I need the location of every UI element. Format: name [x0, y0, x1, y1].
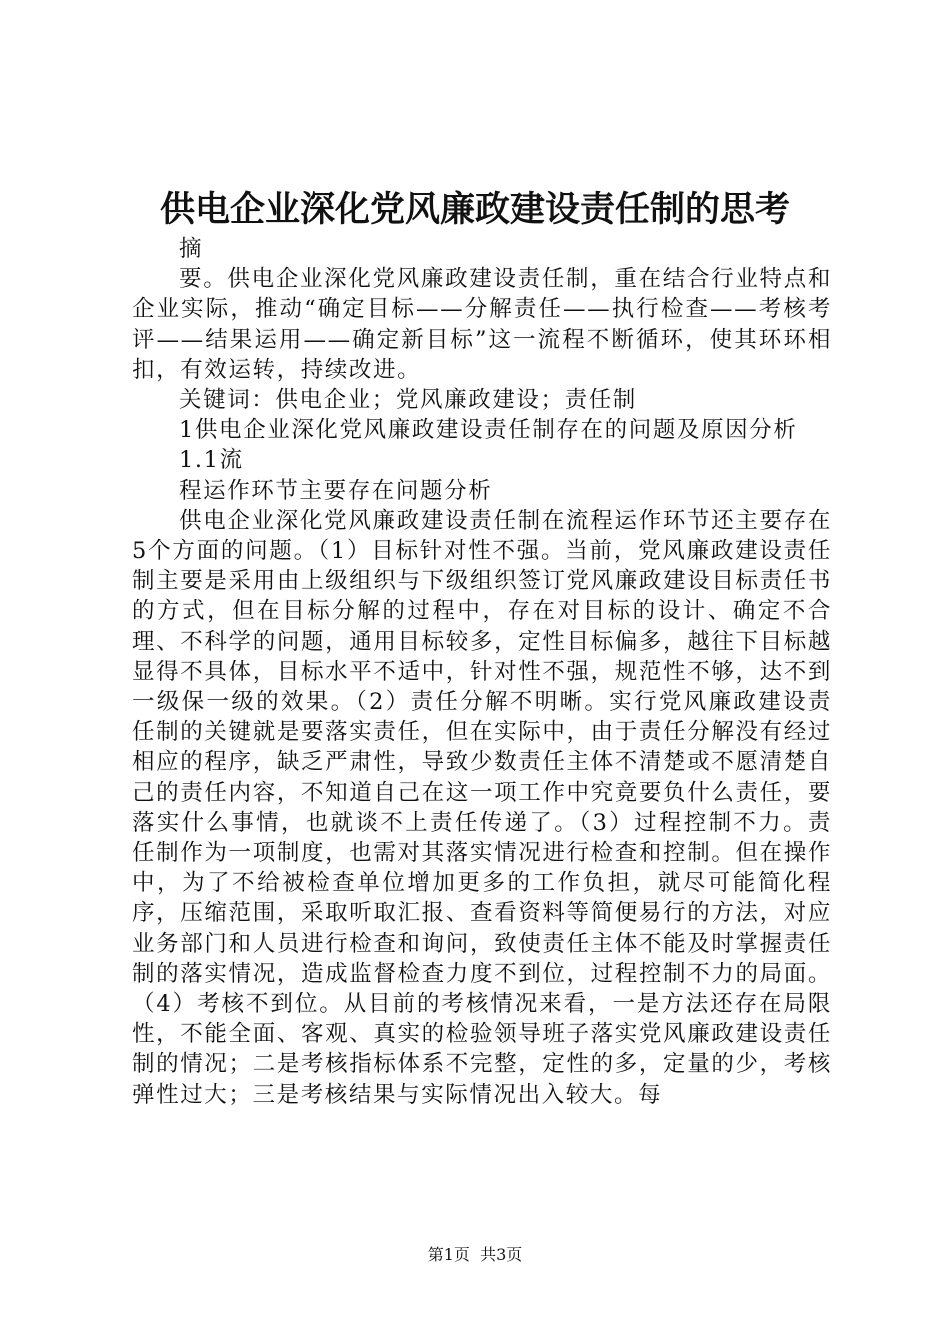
abstract-paragraph: 要。供电企业深化党风廉政建设责任制，重在结合行业特点和企业实际，推动“确定目标——分解责任——执行检查——考核考评——结果运用——确定新目标”这一流程不断循环，使其环环相扣，有效运转，持续改进。 — [132, 266, 832, 383]
page-footer — [0, 1244, 950, 1266]
section-heading: 1供电企业深化党风廉政建设责任制存在的问题及原因分析 — [179, 417, 798, 444]
keywords-paragraph: 关键词：供电企业；党风廉政建设；责任制 — [179, 387, 637, 414]
document-title: 供电企业深化党风廉政建设责任制的思考 — [159, 189, 790, 230]
body-paragraph: 供电企业深化党风廉政建设责任制在流程运作环节还主要存在5个方面的问题。（1）目标针对性不强。当前，党风廉政建设责任制主要是采用由上级组织与下级组织签订党风廉政建设目标责任书的方式，但在目标分解的过程中，存在对目标的设计、确定不合理、不科学的问题，通用目标较多，定性目标偏多，越往下目标越显得不具体，目标水平不适中，针对性不强，规范性不够，达不到一级保一级的效果。（2）责任分解不明晰。实行党风廉政建设责任制的关键就是要落实责任，但在实际中，由于责任分解没有经过相应的程序，缺乏严肃性，导致少数责任主体不清楚或不愿清楚自己的责任内容，不知道自己在这一项工作中究竟要负什么责任，要落实什么事情，也就谈不上责任传递了。（3）过程控制不力。责任制作为一项制度，也需对其落实情况进行检查和控制。但在操作中，为了不给被检查单位增加更多的工作负担，就尽可能简化程序，压缩范围，采取听取汇报、查看资料等简便易行的方法，对应业务部门和人员进行检查和询问，致使责任主体不能及时掌握责任制的落实情况，造成监督检查力度不到位，过程控制不力的局面。（4）考核不到位。从目前的考核情况来看，一是方法还存在局限性，不能全面、客观、真实的检验领导班子落实党风廉政建设责任制的情况；二是考核指标体系不完整，定性的多，定量的少，考核弹性过大；三是考核结果与实际情况出入较大。每 — [132, 507, 832, 1108]
subsection-number: 1.1流 — [179, 447, 244, 474]
document-body — [132, 234, 832, 1110]
page-number: 第1页 共3页 — [427, 1245, 523, 1264]
subsection-heading: 程运作环节主要存在问题分析 — [179, 477, 493, 504]
abstract-heading: 摘 — [179, 236, 204, 262]
